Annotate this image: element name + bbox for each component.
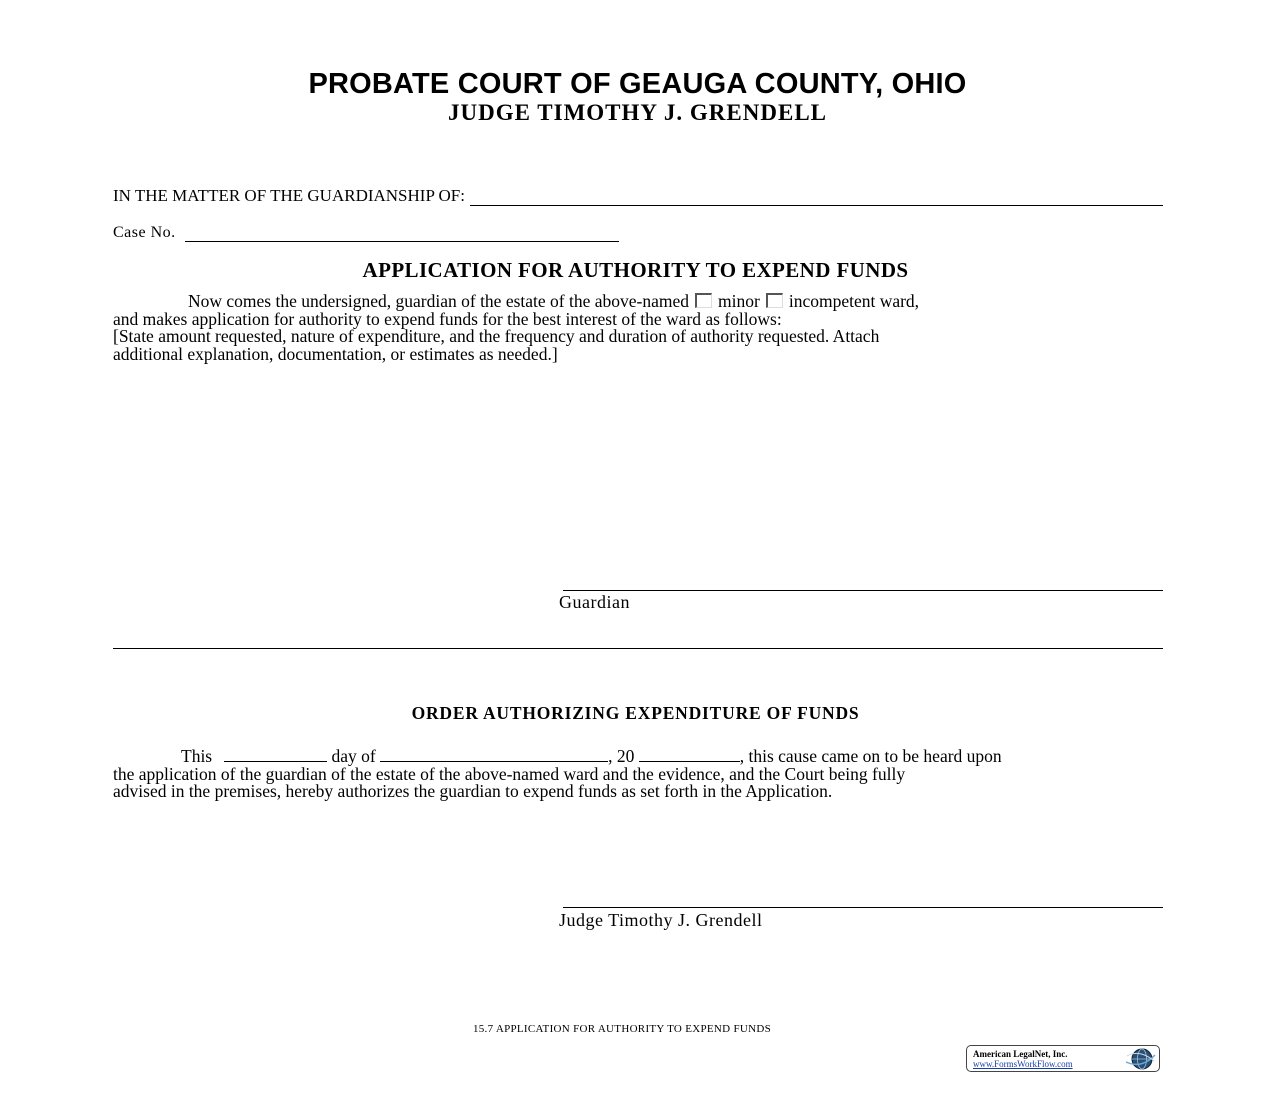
application-line-3: [State amount requested, nature of expenditure, and the frequency and duration of authority requested. Attach	[113, 326, 880, 346]
minor-label: minor	[718, 291, 760, 311]
case-number-field[interactable]	[185, 225, 619, 242]
court-title: PROBATE COURT OF GEAUGA COUNTY, OHIO	[308, 68, 967, 100]
order-day-field[interactable]	[224, 747, 327, 762]
order-month-field[interactable]	[380, 747, 608, 762]
application-line-1	[113, 293, 1163, 311]
case-number-label: Case No.	[113, 224, 176, 241]
application-line-4: additional explanation, documentation, or estimates as needed.]	[113, 343, 558, 364]
judge-title: JUDGE TIMOTHY J. GRENDELL	[448, 100, 827, 125]
form-footer-id: 15.7 APPLICATION FOR AUTHORITY TO EXPEND FUNDS	[472, 1023, 772, 1035]
guardianship-matter-label: IN THE MATTER OF THE GUARDIANSHIP OF:	[113, 186, 465, 205]
guardianship-matter-row	[113, 186, 1163, 206]
order-this-text: This	[181, 746, 213, 766]
order-title: ORDER AUTHORIZING EXPENDITURE OF FUNDS	[411, 703, 860, 723]
judge-signature-label: Judge Timothy J. Grendell	[559, 910, 763, 930]
application-title: APPLICATION FOR AUTHORITY TO EXPEND FUNDS	[362, 258, 909, 282]
incompetent-ward-label: incompetent ward,	[788, 291, 920, 311]
order-day-of-text: day of	[331, 746, 376, 766]
logo-company-name: American LegalNet, Inc.	[973, 1049, 1068, 1059]
guardian-signature-label: Guardian	[559, 592, 630, 612]
order-year-field[interactable]	[639, 747, 740, 762]
incompetent-ward-checkbox[interactable]	[766, 293, 783, 308]
american-legalnet-logo[interactable]	[966, 1045, 1160, 1072]
order-year-prefix: , 20	[608, 746, 635, 766]
globe-icon	[1122, 1047, 1156, 1071]
section-divider	[113, 648, 1163, 649]
judge-signature-line[interactable]	[563, 907, 1163, 908]
application-intro-text: Now comes the undersigned, guardian of the estate of the above-named	[188, 291, 690, 311]
order-line-1	[113, 747, 1163, 766]
logo-website-link[interactable]: www.FormsWorkFlow.com	[973, 1059, 1073, 1069]
minor-checkbox[interactable]	[695, 293, 712, 308]
application-body	[113, 293, 1163, 363]
order-line-3: advised in the premises, hereby authorizes the guardian to expend funds as set forth in the Application.	[113, 781, 833, 801]
guardian-signature-line[interactable]	[563, 590, 1163, 591]
order-line-2: the application of the guardian of the estate of the above-named ward and the evidence, and the Court being fully	[113, 763, 906, 784]
ward-name-field[interactable]	[470, 187, 1163, 206]
order-body	[113, 747, 1163, 801]
order-line-1-end: , this cause came on to be heard upon	[739, 746, 1002, 766]
application-line-2: and makes application for authority to expend funds for the best interest of the ward as follows:	[113, 308, 782, 329]
case-number-row	[113, 224, 619, 242]
